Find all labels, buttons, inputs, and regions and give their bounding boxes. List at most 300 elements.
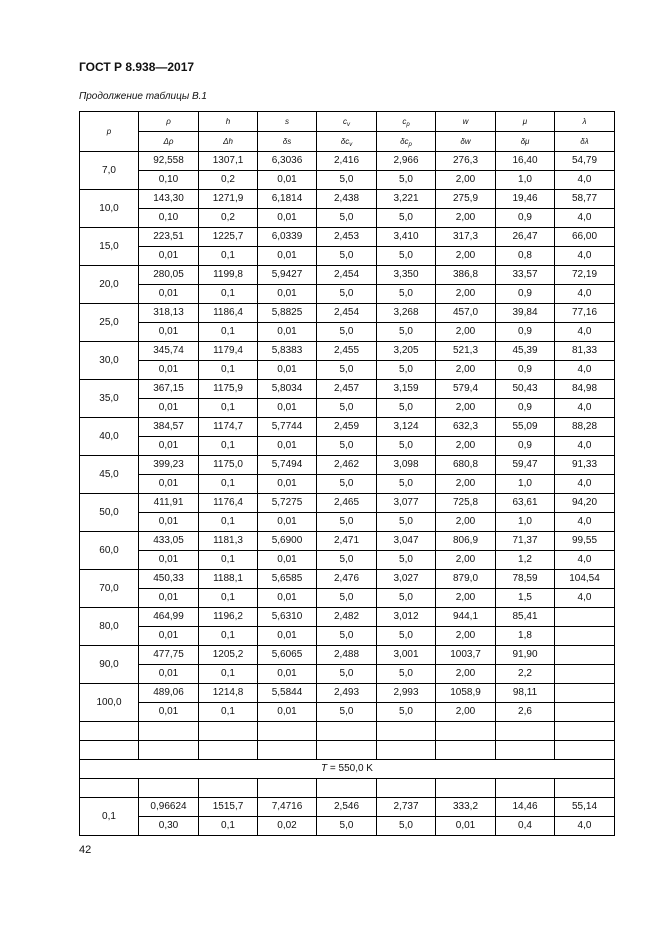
uncertainty-cell: 1,8 xyxy=(496,627,555,646)
column-symbol: Δρ xyxy=(163,137,174,146)
value-cell: 6,0339 xyxy=(258,228,317,247)
uncertainty-cell: 0,01 xyxy=(258,551,317,570)
uncertainty-cell: 0,1 xyxy=(199,551,258,570)
uncertainty-cell: 0,1 xyxy=(199,437,258,456)
column-header xyxy=(377,112,436,132)
uncertainty-cell: 0,4 xyxy=(496,817,555,836)
value-cell: 317,3 xyxy=(436,228,496,247)
value-cell: 1181,3 xyxy=(199,532,258,551)
value-cell: 1174,7 xyxy=(199,418,258,437)
value-cell: 92,558 xyxy=(139,152,199,171)
value-cell: 1214,8 xyxy=(199,684,258,703)
value-cell: 477,75 xyxy=(139,646,199,665)
uncertainty-cell: 5,0 xyxy=(377,171,436,190)
uncertainty-cell: 5,0 xyxy=(317,285,377,304)
value-cell: 85,41 xyxy=(496,608,555,627)
column-subscript: v xyxy=(347,122,350,128)
uncertainty-cell: 0,01 xyxy=(258,285,317,304)
uncertainty-cell: 2,00 xyxy=(436,627,496,646)
pressure-cell: 50,0 xyxy=(80,494,139,532)
value-cell: 104,54 xyxy=(555,570,615,589)
value-cell: 63,61 xyxy=(496,494,555,513)
empty-cell xyxy=(139,722,199,741)
value-cell: 2,454 xyxy=(317,304,377,323)
uncertainty-cell: 5,0 xyxy=(317,323,377,342)
table-row xyxy=(80,532,615,551)
section-text: = 550,0 K xyxy=(327,763,373,774)
column-header xyxy=(199,132,258,152)
uncertainty-cell: 5,0 xyxy=(317,551,377,570)
value-cell: 411,91 xyxy=(139,494,199,513)
pressure-cell: 0,1 xyxy=(80,798,139,836)
uncertainty-cell: 0,01 xyxy=(258,475,317,494)
uncertainty-cell: 5,0 xyxy=(317,437,377,456)
value-cell: 276,3 xyxy=(436,152,496,171)
value-cell: 6,1814 xyxy=(258,190,317,209)
uncertainty-cell: 0,2 xyxy=(199,171,258,190)
pressure-header: p xyxy=(80,112,139,152)
empty-cell xyxy=(139,779,199,798)
uncertainty-cell: 0,1 xyxy=(199,361,258,380)
value-cell: 521,3 xyxy=(436,342,496,361)
empty-cell xyxy=(317,722,377,741)
uncertainty-cell: 0,01 xyxy=(258,171,317,190)
table-row xyxy=(80,494,615,513)
uncertainty-cell: 0,9 xyxy=(496,437,555,456)
table-row-uncertainty xyxy=(80,665,615,684)
value-cell: 1186,4 xyxy=(199,304,258,323)
value-cell: 2,416 xyxy=(317,152,377,171)
value-cell: 3,047 xyxy=(377,532,436,551)
empty-cell xyxy=(258,722,317,741)
value-cell: 3,012 xyxy=(377,608,436,627)
pressure-cell: 100,0 xyxy=(80,684,139,722)
value-cell: 3,268 xyxy=(377,304,436,323)
uncertainty-cell: 5,0 xyxy=(317,247,377,266)
uncertainty-cell: 0,01 xyxy=(436,817,496,836)
uncertainty-cell: 5,0 xyxy=(377,209,436,228)
column-header xyxy=(317,132,377,152)
uncertainty-cell: 0,9 xyxy=(496,399,555,418)
value-cell: 1199,8 xyxy=(199,266,258,285)
value-cell: 632,3 xyxy=(436,418,496,437)
uncertainty-cell: 2,00 xyxy=(436,209,496,228)
value-cell: 7,4716 xyxy=(258,798,317,817)
value-cell: 450,33 xyxy=(139,570,199,589)
uncertainty-cell: 2,00 xyxy=(436,437,496,456)
uncertainty-cell: 0,01 xyxy=(139,665,199,684)
uncertainty-cell: 0,01 xyxy=(139,437,199,456)
value-cell: 91,90 xyxy=(496,646,555,665)
value-cell: 2,465 xyxy=(317,494,377,513)
uncertainty-cell: 5,0 xyxy=(317,513,377,532)
table-row xyxy=(80,190,615,209)
empty-cell xyxy=(377,779,436,798)
value-cell: 16,40 xyxy=(496,152,555,171)
value-cell: 433,05 xyxy=(139,532,199,551)
value-cell: 489,06 xyxy=(139,684,199,703)
pressure-cell: 20,0 xyxy=(80,266,139,304)
column-symbol: s xyxy=(285,117,289,126)
value-cell: 50,43 xyxy=(496,380,555,399)
value-cell: 2,454 xyxy=(317,266,377,285)
uncertainty-cell: 0,1 xyxy=(199,627,258,646)
value-cell: 5,6065 xyxy=(258,646,317,665)
uncertainty-cell: 5,0 xyxy=(377,627,436,646)
column-header xyxy=(555,112,615,132)
value-cell: 1307,1 xyxy=(199,152,258,171)
value-cell: 3,205 xyxy=(377,342,436,361)
column-symbol: w xyxy=(462,117,469,126)
value-cell: 5,7275 xyxy=(258,494,317,513)
value-cell: 26,47 xyxy=(496,228,555,247)
column-symbol: μ xyxy=(522,117,528,126)
value-cell: 1179,4 xyxy=(199,342,258,361)
uncertainty-cell: 5,0 xyxy=(317,627,377,646)
column-header xyxy=(139,132,199,152)
value-cell xyxy=(555,608,615,627)
empty-cell xyxy=(80,722,139,741)
value-cell: 5,5844 xyxy=(258,684,317,703)
value-cell: 3,350 xyxy=(377,266,436,285)
value-cell: 2,462 xyxy=(317,456,377,475)
uncertainty-cell: 2,00 xyxy=(436,551,496,570)
pressure-cell: 45,0 xyxy=(80,456,139,494)
column-header xyxy=(377,132,436,152)
empty-cell xyxy=(377,741,436,760)
pressure-cell: 25,0 xyxy=(80,304,139,342)
column-subscript: p xyxy=(408,142,412,148)
column-header xyxy=(258,132,317,152)
value-cell: 14,46 xyxy=(496,798,555,817)
uncertainty-cell: 5,0 xyxy=(317,475,377,494)
uncertainty-cell: 2,00 xyxy=(436,285,496,304)
value-cell: 72,19 xyxy=(555,266,615,285)
value-cell: 2,488 xyxy=(317,646,377,665)
uncertainty-cell: 2,00 xyxy=(436,171,496,190)
uncertainty-cell: 5,0 xyxy=(377,817,436,836)
uncertainty-cell: 5,0 xyxy=(317,589,377,608)
data-table xyxy=(79,111,615,836)
empty-cell xyxy=(496,779,555,798)
column-symbol: δw xyxy=(460,137,471,146)
value-cell: 1205,2 xyxy=(199,646,258,665)
uncertainty-cell: 0,8 xyxy=(496,247,555,266)
value-cell: 54,79 xyxy=(555,152,615,171)
uncertainty-cell: 2,00 xyxy=(436,703,496,722)
value-cell: 5,8034 xyxy=(258,380,317,399)
column-header xyxy=(199,112,258,132)
value-cell: 45,39 xyxy=(496,342,555,361)
value-cell: 81,33 xyxy=(555,342,615,361)
value-cell: 3,159 xyxy=(377,380,436,399)
value-cell: 2,546 xyxy=(317,798,377,817)
uncertainty-cell: 2,00 xyxy=(436,589,496,608)
table-row-uncertainty xyxy=(80,323,615,342)
uncertainty-cell: 1,0 xyxy=(496,475,555,494)
uncertainty-cell: 0,2 xyxy=(199,209,258,228)
uncertainty-cell: 0,01 xyxy=(258,437,317,456)
value-cell: 384,57 xyxy=(139,418,199,437)
value-cell: 1175,0 xyxy=(199,456,258,475)
uncertainty-cell: 2,00 xyxy=(436,513,496,532)
uncertainty-cell: 2,00 xyxy=(436,247,496,266)
uncertainty-cell: 0,01 xyxy=(139,627,199,646)
uncertainty-cell: 0,1 xyxy=(199,475,258,494)
uncertainty-cell: 0,1 xyxy=(199,399,258,418)
empty-cell xyxy=(555,722,615,741)
column-header xyxy=(139,112,199,132)
value-cell: 464,99 xyxy=(139,608,199,627)
uncertainty-cell: 0,01 xyxy=(139,703,199,722)
uncertainty-cell: 0,30 xyxy=(139,817,199,836)
column-symbol: δs xyxy=(282,137,292,146)
value-cell: 223,51 xyxy=(139,228,199,247)
pressure-cell: 30,0 xyxy=(80,342,139,380)
value-cell: 944,1 xyxy=(436,608,496,627)
table-row xyxy=(80,304,615,323)
uncertainty-cell: 0,9 xyxy=(496,361,555,380)
column-header xyxy=(496,132,555,152)
empty-cell xyxy=(436,722,496,741)
value-cell: 1003,7 xyxy=(436,646,496,665)
table-row-uncertainty xyxy=(80,513,615,532)
value-cell: 2,966 xyxy=(377,152,436,171)
value-cell: 280,05 xyxy=(139,266,199,285)
uncertainty-cell xyxy=(555,703,615,722)
table-row xyxy=(80,456,615,475)
table-row xyxy=(80,228,615,247)
value-cell: 5,8825 xyxy=(258,304,317,323)
pressure-cell: 70,0 xyxy=(80,570,139,608)
uncertainty-cell: 5,0 xyxy=(317,703,377,722)
value-cell: 91,33 xyxy=(555,456,615,475)
value-cell: 6,3036 xyxy=(258,152,317,171)
value-cell: 579,4 xyxy=(436,380,496,399)
empty-cell xyxy=(258,779,317,798)
uncertainty-cell: 5,0 xyxy=(377,437,436,456)
table-row xyxy=(80,266,615,285)
empty-cell xyxy=(199,779,258,798)
value-cell: 5,8383 xyxy=(258,342,317,361)
value-cell: 2,476 xyxy=(317,570,377,589)
value-cell: 5,6310 xyxy=(258,608,317,627)
empty-cell xyxy=(377,722,436,741)
uncertainty-cell: 2,00 xyxy=(436,361,496,380)
column-header xyxy=(317,112,377,132)
uncertainty-cell: 0,10 xyxy=(139,171,199,190)
uncertainty-cell: 0,02 xyxy=(258,817,317,836)
value-cell: 39,84 xyxy=(496,304,555,323)
value-cell: 1196,2 xyxy=(199,608,258,627)
empty-cell xyxy=(258,741,317,760)
empty-cell xyxy=(80,741,139,760)
uncertainty-cell: 5,0 xyxy=(377,323,436,342)
column-header xyxy=(258,112,317,132)
value-cell: 3,001 xyxy=(377,646,436,665)
pressure-cell: 35,0 xyxy=(80,380,139,418)
value-cell: 386,8 xyxy=(436,266,496,285)
uncertainty-cell: 4,0 xyxy=(555,589,615,608)
value-cell: 88,28 xyxy=(555,418,615,437)
table-row-uncertainty xyxy=(80,285,615,304)
column-symbol: c xyxy=(343,117,347,126)
uncertainty-cell: 0,01 xyxy=(258,513,317,532)
section-row xyxy=(80,760,615,779)
uncertainty-cell: 5,0 xyxy=(377,703,436,722)
value-cell: 2,455 xyxy=(317,342,377,361)
uncertainty-cell: 0,01 xyxy=(139,475,199,494)
value-cell: 94,20 xyxy=(555,494,615,513)
uncertainty-cell: 0,01 xyxy=(139,323,199,342)
uncertainty-cell: 5,0 xyxy=(377,399,436,418)
column-subscript: v xyxy=(349,142,353,148)
empty-cell xyxy=(436,741,496,760)
uncertainty-cell: 0,9 xyxy=(496,209,555,228)
uncertainty-cell: 5,0 xyxy=(317,399,377,418)
uncertainty-cell: 0,01 xyxy=(139,285,199,304)
value-cell: 1225,7 xyxy=(199,228,258,247)
uncertainty-cell: 2,00 xyxy=(436,665,496,684)
uncertainty-cell: 0,01 xyxy=(258,589,317,608)
value-cell: 2,737 xyxy=(377,798,436,817)
uncertainty-cell: 2,00 xyxy=(436,323,496,342)
page-number: 42 xyxy=(79,844,92,856)
value-cell: 1515,7 xyxy=(199,798,258,817)
uncertainty-cell: 2,6 xyxy=(496,703,555,722)
pressure-cell: 40,0 xyxy=(80,418,139,456)
value-cell: 3,124 xyxy=(377,418,436,437)
empty-cell xyxy=(317,779,377,798)
uncertainty-cell xyxy=(555,665,615,684)
uncertainty-cell: 0,1 xyxy=(199,323,258,342)
value-cell: 66,00 xyxy=(555,228,615,247)
uncertainty-cell: 4,0 xyxy=(555,285,615,304)
column-symbol: Δh xyxy=(223,137,233,146)
uncertainty-cell: 5,0 xyxy=(377,247,436,266)
uncertainty-cell: 1,0 xyxy=(496,513,555,532)
value-cell: 1271,9 xyxy=(199,190,258,209)
table-row-uncertainty xyxy=(80,817,615,836)
uncertainty-cell: 5,0 xyxy=(317,361,377,380)
uncertainty-cell: 4,0 xyxy=(555,551,615,570)
column-symbol: ρ xyxy=(166,117,171,126)
value-cell: 1175,9 xyxy=(199,380,258,399)
table-row-uncertainty xyxy=(80,361,615,380)
pressure-cell: 7,0 xyxy=(80,152,139,190)
uncertainty-cell: 2,00 xyxy=(436,475,496,494)
value-cell: 84,98 xyxy=(555,380,615,399)
value-cell: 2,493 xyxy=(317,684,377,703)
empty-cell xyxy=(555,779,615,798)
column-symbol: c xyxy=(402,117,407,126)
column-symbol: δμ xyxy=(520,137,530,146)
table-row xyxy=(80,646,615,665)
uncertainty-cell: 4,0 xyxy=(555,817,615,836)
uncertainty-cell: 4,0 xyxy=(555,513,615,532)
table-row-uncertainty xyxy=(80,589,615,608)
column-symbol: δc xyxy=(400,137,409,146)
uncertainty-cell: 0,1 xyxy=(199,589,258,608)
table-row xyxy=(80,798,615,817)
value-cell: 367,15 xyxy=(139,380,199,399)
column-symbol: λ xyxy=(582,117,587,126)
uncertainty-cell: 4,0 xyxy=(555,323,615,342)
uncertainty-cell: 0,01 xyxy=(258,703,317,722)
value-cell: 3,077 xyxy=(377,494,436,513)
value-cell: 5,6900 xyxy=(258,532,317,551)
value-cell: 71,37 xyxy=(496,532,555,551)
value-cell: 318,13 xyxy=(139,304,199,323)
value-cell: 3,098 xyxy=(377,456,436,475)
value-cell: 399,23 xyxy=(139,456,199,475)
empty-cell xyxy=(496,722,555,741)
column-header xyxy=(496,112,555,132)
value-cell: 457,0 xyxy=(436,304,496,323)
uncertainty-cell: 0,01 xyxy=(139,513,199,532)
empty-cell xyxy=(436,779,496,798)
uncertainty-cell: 0,9 xyxy=(496,323,555,342)
value-cell: 5,9427 xyxy=(258,266,317,285)
table-row xyxy=(80,608,615,627)
pressure-cell: 10,0 xyxy=(80,190,139,228)
value-cell: 5,7744 xyxy=(258,418,317,437)
uncertainty-cell: 0,1 xyxy=(199,665,258,684)
value-cell: 59,47 xyxy=(496,456,555,475)
uncertainty-cell: 0,01 xyxy=(139,551,199,570)
empty-cell xyxy=(80,779,139,798)
value-cell: 3,221 xyxy=(377,190,436,209)
uncertainty-cell: 4,0 xyxy=(555,475,615,494)
uncertainty-cell: 0,1 xyxy=(199,703,258,722)
uncertainty-cell: 5,0 xyxy=(377,513,436,532)
value-cell: 2,459 xyxy=(317,418,377,437)
uncertainty-cell: 0,01 xyxy=(258,665,317,684)
value-cell: 99,55 xyxy=(555,532,615,551)
uncertainty-cell: 5,0 xyxy=(377,665,436,684)
empty-cell xyxy=(139,741,199,760)
document-title: ГОСТ Р 8.938—2017 xyxy=(79,60,195,74)
column-header xyxy=(436,132,496,152)
value-cell: 58,77 xyxy=(555,190,615,209)
table-row-uncertainty xyxy=(80,627,615,646)
value-cell: 2,482 xyxy=(317,608,377,627)
table-row-uncertainty xyxy=(80,209,615,228)
table-row xyxy=(80,380,615,399)
uncertainty-cell: 0,01 xyxy=(258,209,317,228)
value-cell: 55,14 xyxy=(555,798,615,817)
uncertainty-cell: 1,5 xyxy=(496,589,555,608)
empty-cell xyxy=(317,741,377,760)
section-symbol: T xyxy=(321,763,328,774)
uncertainty-cell: 5,0 xyxy=(377,551,436,570)
uncertainty-cell: 0,1 xyxy=(199,247,258,266)
table-row xyxy=(80,570,615,589)
uncertainty-cell: 1,0 xyxy=(496,171,555,190)
value-cell: 5,6585 xyxy=(258,570,317,589)
empty-row xyxy=(80,741,615,760)
empty-cell xyxy=(199,722,258,741)
column-header xyxy=(436,112,496,132)
table-row-uncertainty xyxy=(80,475,615,494)
header-row-uncertainty xyxy=(80,132,615,152)
uncertainty-cell: 5,0 xyxy=(317,665,377,684)
uncertainty-cell: 5,0 xyxy=(317,817,377,836)
uncertainty-cell: 0,01 xyxy=(139,247,199,266)
pressure-cell: 90,0 xyxy=(80,646,139,684)
empty-row xyxy=(80,722,615,741)
uncertainty-cell: 0,01 xyxy=(139,399,199,418)
